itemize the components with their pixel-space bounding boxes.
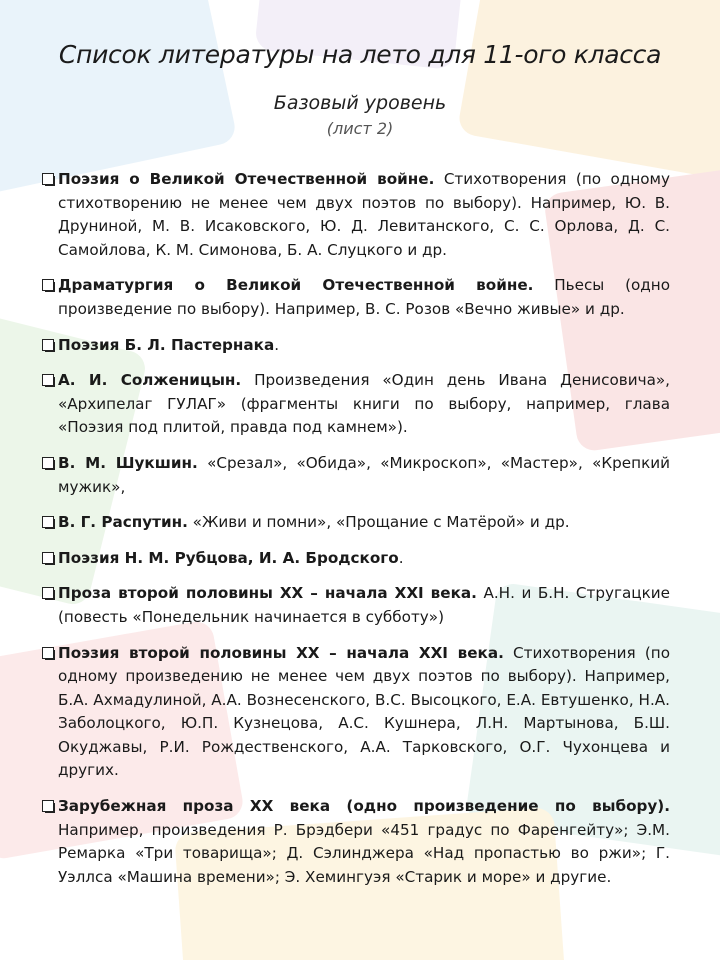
item-lead: Поэзия о Великой Отечественной войне. — [58, 170, 435, 188]
checkbox-icon — [42, 587, 54, 599]
item-lead: В. Г. Распутин. — [58, 513, 188, 532]
checkbox-icon — [42, 173, 54, 185]
checkbox-icon — [42, 552, 54, 564]
sheet-label: (лист 2) — [326, 119, 394, 138]
list-item — [40, 369, 670, 440]
item-text: . — [274, 335, 280, 354]
level-subtitle: Базовый уровень — [273, 92, 447, 114]
list-item — [40, 452, 670, 499]
list-item — [40, 795, 670, 889]
item-lead: А. И. Солженицын. — [58, 371, 242, 390]
list-item — [40, 582, 670, 629]
page-title: Список литературы на лето для 11-ого класса — [58, 40, 662, 69]
item-lead: Проза второй половины XX – начала XXI века. — [58, 584, 477, 603]
checkbox-icon — [42, 516, 54, 528]
checkbox-icon — [42, 647, 54, 659]
item-text: А.Н. и Б.Н. Стругацкие (повесть «Понедельник начинается в субботу») — [58, 584, 670, 626]
list-item — [40, 642, 670, 784]
item-text: Пьесы (одно произведение по выбору). Например, В. С. Розов «Вечно живые» и др. — [58, 276, 671, 318]
list-item — [40, 274, 670, 321]
item-lead: Поэзия второй половины XX – начала XXI века. — [58, 643, 504, 662]
checkbox-icon — [42, 279, 54, 291]
list-item — [40, 511, 670, 535]
list-item — [40, 168, 670, 262]
checkbox-icon — [42, 374, 54, 386]
item-lead: Драматургия о Великой Отечественной войне. — [58, 276, 534, 295]
item-text: Стихотворения (по одному произведению не менее чем двух поэтов по выбору). Например, Б.А. Ахмадулиной, А.А. Вознесенского, В.С. Высоцкого, Е.А. Евтушенко, Н.А. Заболоцкого, Ю.П. Кузнецова, А.С. Кушнера, Л.Н. Мартынова, Б.Ш. Окуджавы, Р.И. Рождественского, А.А. Тарковского, О.Г. Чухонцева и других. — [58, 643, 670, 780]
item-lead: Зарубежная проза XX века (одно произведение по выбору). — [58, 797, 670, 816]
item-text: Стихотворения (по одному стихотворению не менее чем двух поэтов по выбору). Например, Ю. В. Друниной, М. В. Исаковского, Ю. Д. Левитанского, С. С. Орлова, Д. С. Самойлова, К. М. Симонова, Б. А. Слуцкого и др. — [58, 170, 670, 259]
item-text: «Живи и помни», «Прощание с Матёрой» и др. — [187, 513, 570, 532]
item-text: Произведения «Один день Ивана Денисовича», «Архипелаг ГУЛАГ» (фрагменты книги по выбору, например, глава «Поэзия под плитой, правда под камнем»). — [58, 371, 670, 437]
checkbox-icon — [42, 800, 54, 812]
list-item — [40, 547, 670, 571]
item-text: «Срезал», «Обида», «Микроскоп», «Мастер», «Крепкий мужик», — [58, 453, 670, 496]
list-item — [40, 334, 670, 358]
literature-list — [40, 168, 670, 901]
checkbox-icon — [42, 339, 54, 351]
item-text: . — [398, 548, 404, 567]
item-text: Например, произведения Р. Брэдбери «451 градус по Фаренгейту»; Э.М. Ремарка «Три товарища»; Д. Сэлинджера «Над пропастью во ржи»; Г. Уэллса «Машина времени»; Э. Хемингуэя «Старик и море» и другие. — [58, 820, 670, 886]
item-lead: Поэзия Б. Л. Пастернака — [58, 335, 275, 354]
item-lead: Поэзия Н. М. Рубцова, И. А. Бродского — [58, 548, 399, 567]
checkbox-icon — [42, 457, 54, 469]
item-lead: В. М. Шукшин. — [58, 453, 198, 472]
